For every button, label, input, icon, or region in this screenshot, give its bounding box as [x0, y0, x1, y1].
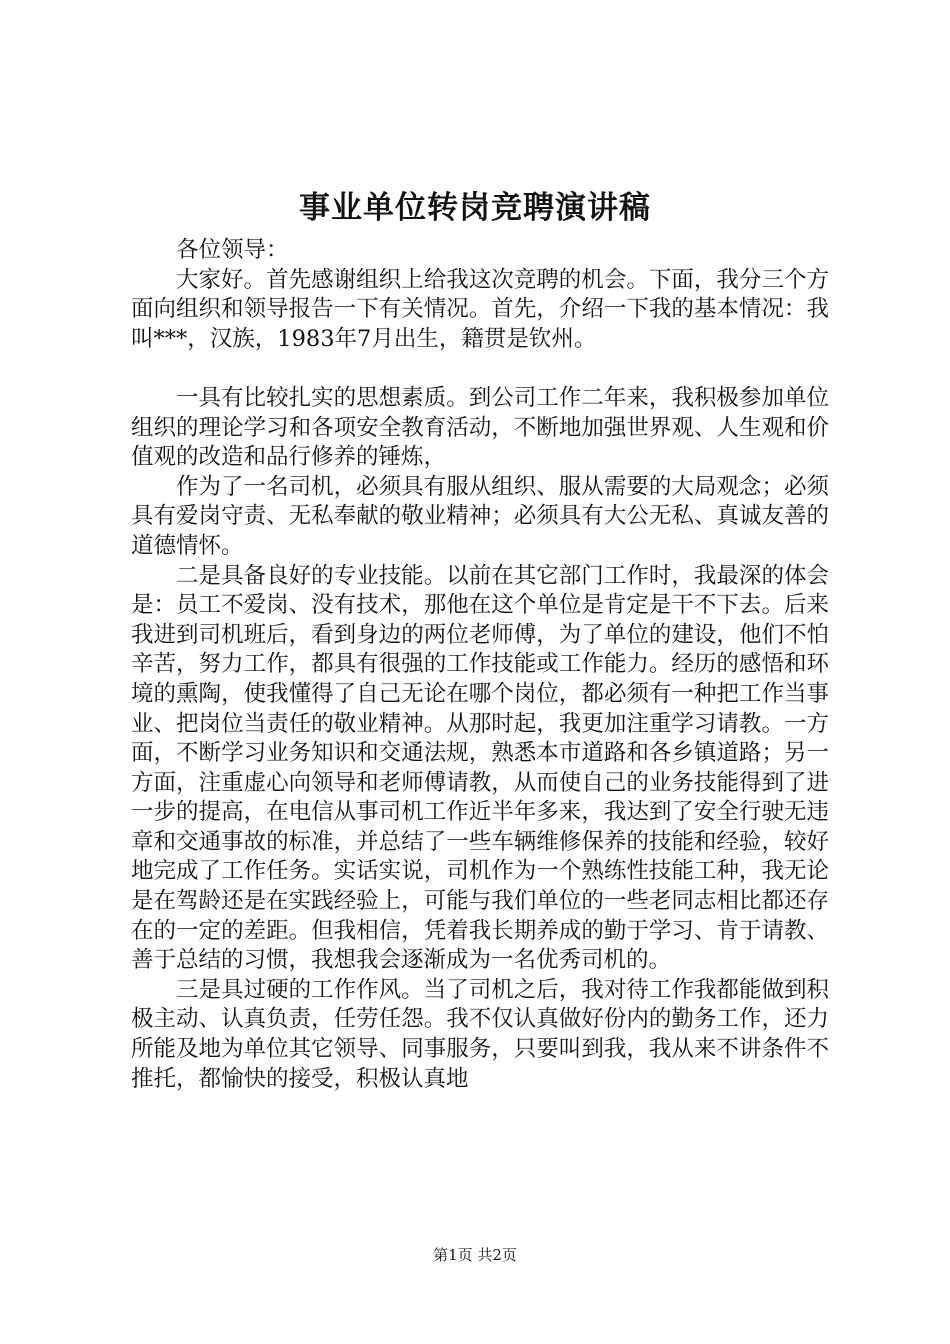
paragraph-point-three: 三是具过硬的工作作风。当了司机之后，我对待工作我都能做到积极主动、认真负责，任劳任怨。我不仅认真做好份内的勤务工作，还力所能及地为单位其它领导、同事服务，只要叫到我，我从来不讲条件不推托，都愉快的接受，积极认真地: [131, 976, 829, 1092]
document-body: [131, 236, 829, 1094]
paragraph-point-two: 二是具备良好的专业技能。以前在其它部门工作时，我最深的体会是：员工不爱岗、没有技术，那他在这个单位是肯定是干不下去。后来我进到司机班后，看到身边的两位老师傅，为了单位的建设，他们不怕辛苦，努力工作，都具有很强的工作技能或工作能力。经历的感悟和环境的熏陶，使我懂得了自己无论在哪个岗位，都必须有一种把工作当事业、把岗位当责任的敬业精神。从那时起，我更加注重学习请教。一方面，不断学习业务知识和交通法规，熟悉本市道路和各乡镇道路；另一方面，注重虚心向领导和老师傅请教，从而使自己的业务技能得到了进一步的提高，在电信从事司机工作近半年多来，我达到了安全行驶无违章和交通事故的标准，并总结了一些车辆维修保养的技能和经验，较好地完成了工作任务。实话实说，司机作为一个熟练性技能工种，我无论是在驾龄还是在实践经验上，可能与我们单位的一些老同志相比都还存在的一定的差距。但我相信，凭着我长期养成的勤于学习、肯于请教、善于总结的习惯，我想我会逐渐成为一名优秀司机的。: [131, 562, 829, 974]
page-footer: 第1页 共2页: [433, 1246, 517, 1264]
paragraph-intro: 大家好。首先感谢组织上给我这次竞聘的机会。下面，我分三个方面向组织和领导报告一下有关情况。首先，介绍一下我的基本情况：我叫***，汉族，1983年7月出生，籍贯是钦州。: [131, 266, 829, 352]
paragraph-point-one: 一具有比较扎实的思想素质。到公司工作二年来，我积极参加单位组织的理论学习和各项安全教育活动，不断地加强世界观、人生观和价值观的改造和品行修养的锤炼，: [131, 384, 829, 471]
salutation: 各位领导：: [176, 237, 289, 263]
paragraph-driver-duty: 作为了一名司机，必须具有服从组织、服从需要的大局观念；必须具有爱岗守责、无私奉献的敬业精神；必须具有大公无私、真诚友善的道德情怀。: [131, 473, 829, 559]
blank-line: [131, 354, 829, 384]
document-title: 事业单位转岗竞聘演讲稿: [299, 190, 651, 226]
